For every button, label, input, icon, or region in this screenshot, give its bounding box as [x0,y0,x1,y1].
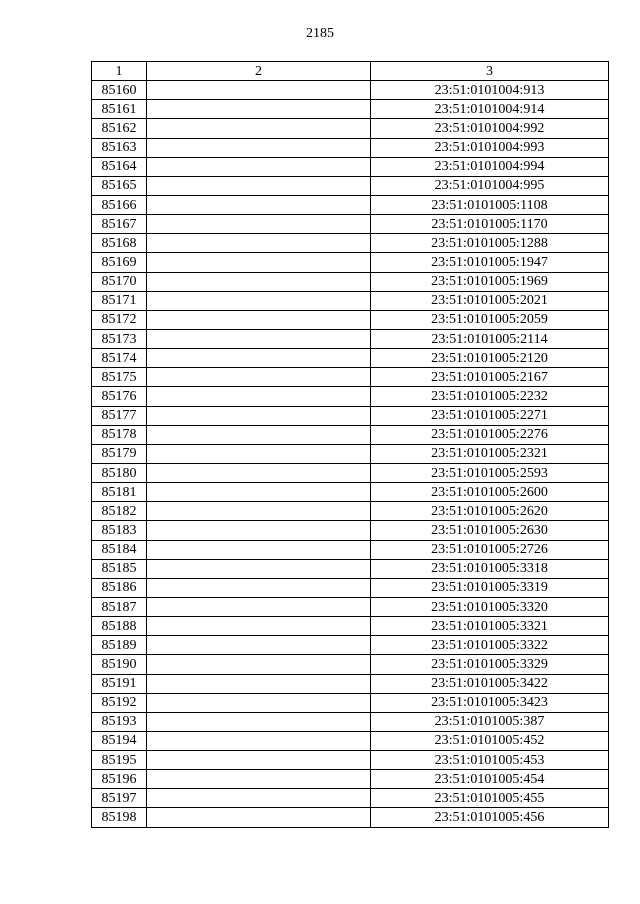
row-number-cell: 85169 [92,253,147,272]
table-row [92,195,609,214]
row-empty-cell [147,483,371,502]
row-empty-cell [147,253,371,272]
row-empty-cell [147,463,371,482]
row-empty-cell [147,597,371,616]
table-row [92,234,609,253]
cadastral-number-cell: 23:51:0101005:3423 [371,693,609,712]
table-row [92,253,609,272]
row-empty-cell [147,559,371,578]
column-header-1: 1 [92,62,147,81]
table-row [92,119,609,138]
table-row [92,425,609,444]
row-number-cell: 85171 [92,291,147,310]
row-empty-cell [147,502,371,521]
row-empty-cell [147,578,371,597]
table-row [92,444,609,463]
row-number-cell: 85162 [92,119,147,138]
cadastral-number-cell: 23:51:0101005:454 [371,770,609,789]
cadastral-number-cell: 23:51:0101005:2593 [371,463,609,482]
table-row [92,597,609,616]
cadastral-number-cell: 23:51:0101005:2232 [371,387,609,406]
table-row [92,789,609,808]
row-number-cell: 85189 [92,636,147,655]
table-row [92,329,609,348]
cadastral-number-cell: 23:51:0101005:3322 [371,636,609,655]
row-empty-cell [147,674,371,693]
table-row [92,138,609,157]
table-row [92,502,609,521]
table-row [92,712,609,731]
row-empty-cell [147,387,371,406]
row-empty-cell [147,195,371,214]
column-header-3: 3 [371,62,609,81]
row-empty-cell [147,100,371,119]
row-empty-cell [147,138,371,157]
row-number-cell: 85166 [92,195,147,214]
cadastral-number-cell: 23:51:0101005:1947 [371,253,609,272]
cadastral-number-cell: 23:51:0101005:2114 [371,329,609,348]
row-number-cell: 85161 [92,100,147,119]
table-row [92,559,609,578]
row-number-cell: 85194 [92,731,147,750]
cadastral-number-cell: 23:51:0101005:3319 [371,578,609,597]
row-number-cell: 85188 [92,617,147,636]
row-empty-cell [147,425,371,444]
cadastral-number-cell: 23:51:0101005:2630 [371,521,609,540]
row-number-cell: 85182 [92,502,147,521]
cadastral-number-cell: 23:51:0101005:1108 [371,195,609,214]
row-number-cell: 85178 [92,425,147,444]
cadastral-number-cell: 23:51:0101005:1170 [371,215,609,234]
row-number-cell: 85174 [92,349,147,368]
row-empty-cell [147,808,371,827]
cadastral-number-cell: 23:51:0101004:993 [371,138,609,157]
row-number-cell: 85179 [92,444,147,463]
row-empty-cell [147,368,371,387]
table-row [92,387,609,406]
cadastral-number-cell: 23:51:0101005:2059 [371,310,609,329]
cadastral-number-cell: 23:51:0101005:3318 [371,559,609,578]
row-number-cell: 85191 [92,674,147,693]
row-number-cell: 85196 [92,770,147,789]
row-number-cell: 85167 [92,215,147,234]
row-number-cell: 85175 [92,368,147,387]
row-number-cell: 85173 [92,329,147,348]
cadastral-number-cell: 23:51:0101004:995 [371,176,609,195]
table-body [92,81,609,827]
row-empty-cell [147,215,371,234]
row-number-cell: 85164 [92,157,147,176]
cadastral-number-cell: 23:51:0101005:1288 [371,234,609,253]
cadastral-number-cell: 23:51:0101005:3320 [371,597,609,616]
table-row [92,693,609,712]
row-empty-cell [147,81,371,100]
table-row [92,100,609,119]
row-number-cell: 85187 [92,597,147,616]
row-number-cell: 85192 [92,693,147,712]
cadastral-number-cell: 23:51:0101005:453 [371,751,609,770]
row-number-cell: 85190 [92,655,147,674]
row-empty-cell [147,176,371,195]
cadastral-number-cell: 23:51:0101005:3321 [371,617,609,636]
cadastral-number-cell: 23:51:0101004:992 [371,119,609,138]
cadastral-number-cell: 23:51:0101005:452 [371,731,609,750]
row-number-cell: 85185 [92,559,147,578]
row-empty-cell [147,712,371,731]
page-number: 2185 [306,26,334,41]
cadastral-number-cell: 23:51:0101005:455 [371,789,609,808]
cadastral-number-cell: 23:51:0101004:913 [371,81,609,100]
table-row [92,731,609,750]
row-empty-cell [147,636,371,655]
cadastral-number-cell: 23:51:0101005:387 [371,712,609,731]
row-number-cell: 85197 [92,789,147,808]
row-empty-cell [147,540,371,559]
row-number-cell: 85177 [92,406,147,425]
row-number-cell: 85172 [92,310,147,329]
column-header-2: 2 [147,62,371,81]
row-empty-cell [147,751,371,770]
row-number-cell: 85160 [92,81,147,100]
row-empty-cell [147,770,371,789]
row-number-cell: 85183 [92,521,147,540]
table-row [92,368,609,387]
cadastral-number-cell: 23:51:0101005:2120 [371,349,609,368]
row-empty-cell [147,272,371,291]
table-row [92,215,609,234]
table-row [92,176,609,195]
table-row [92,483,609,502]
row-empty-cell [147,444,371,463]
table-row [92,463,609,482]
row-empty-cell [147,157,371,176]
row-empty-cell [147,789,371,808]
cadastral-number-cell: 23:51:0101005:2600 [371,483,609,502]
table-row [92,655,609,674]
table-row [92,272,609,291]
table-row [92,808,609,827]
row-empty-cell [147,731,371,750]
row-empty-cell [147,349,371,368]
row-number-cell: 85176 [92,387,147,406]
row-empty-cell [147,291,371,310]
table-row [92,578,609,597]
row-empty-cell [147,310,371,329]
registry-table [91,61,609,828]
table-row [92,291,609,310]
table-row [92,770,609,789]
row-empty-cell [147,693,371,712]
row-number-cell: 85168 [92,234,147,253]
table-row [92,617,609,636]
cadastral-number-cell: 23:51:0101005:3422 [371,674,609,693]
table-row [92,310,609,329]
table-row [92,674,609,693]
table-row [92,540,609,559]
cadastral-number-cell: 23:51:0101005:3329 [371,655,609,674]
row-number-cell: 85181 [92,483,147,502]
row-empty-cell [147,234,371,253]
row-number-cell: 85170 [92,272,147,291]
table-row [92,406,609,425]
cadastral-number-cell: 23:51:0101005:2321 [371,444,609,463]
cadastral-number-cell: 23:51:0101005:2271 [371,406,609,425]
table-row [92,349,609,368]
row-number-cell: 85163 [92,138,147,157]
row-number-cell: 85198 [92,808,147,827]
cadastral-number-cell: 23:51:0101004:914 [371,100,609,119]
table-row [92,751,609,770]
cadastral-number-cell: 23:51:0101005:2276 [371,425,609,444]
table-row [92,521,609,540]
row-number-cell: 85186 [92,578,147,597]
row-number-cell: 85180 [92,463,147,482]
row-empty-cell [147,521,371,540]
row-number-cell: 85195 [92,751,147,770]
row-number-cell: 85184 [92,540,147,559]
row-empty-cell [147,329,371,348]
row-empty-cell [147,655,371,674]
row-empty-cell [147,119,371,138]
row-number-cell: 85165 [92,176,147,195]
table-row [92,636,609,655]
row-number-cell: 85193 [92,712,147,731]
row-empty-cell [147,406,371,425]
table-row [92,157,609,176]
cadastral-number-cell: 23:51:0101005:1969 [371,272,609,291]
cadastral-number-cell: 23:51:0101004:994 [371,157,609,176]
cadastral-number-cell: 23:51:0101005:2620 [371,502,609,521]
table-row [92,81,609,100]
cadastral-number-cell: 23:51:0101005:456 [371,808,609,827]
cadastral-number-cell: 23:51:0101005:2167 [371,368,609,387]
cadastral-number-cell: 23:51:0101005:2021 [371,291,609,310]
cadastral-number-cell: 23:51:0101005:2726 [371,540,609,559]
row-empty-cell [147,617,371,636]
table-header-row [92,62,609,81]
